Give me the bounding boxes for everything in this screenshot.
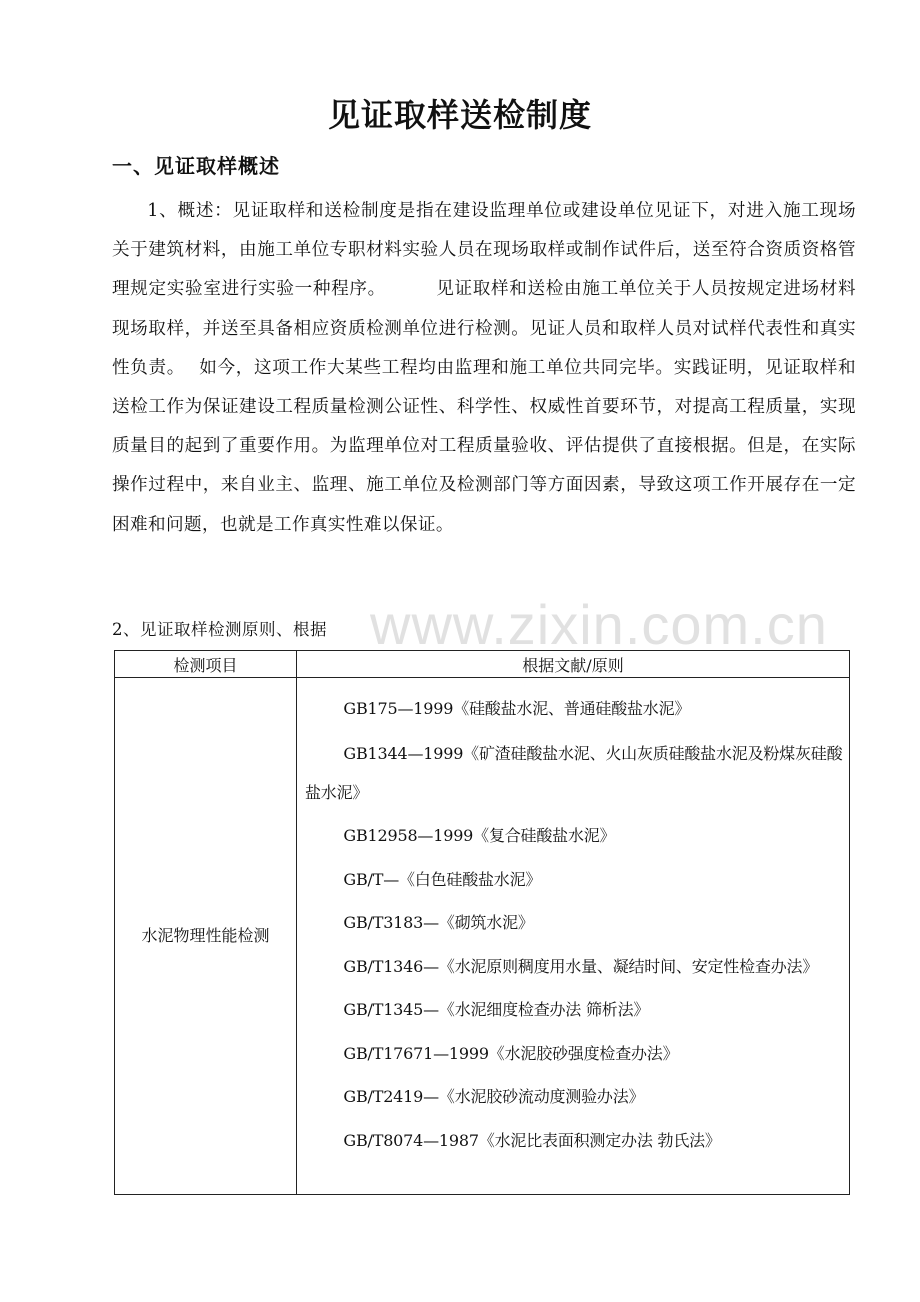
standard-entry: GB/T8074—1987《水泥比表面积测定办法 勃氏法》 xyxy=(343,1130,721,1150)
section-heading-overview: 一、见证取样概述 xyxy=(112,154,280,178)
table-header-row xyxy=(115,651,850,678)
standard-entry: GB/T17671—1999《水泥胶砂强度检查办法》 xyxy=(343,1043,679,1063)
header-basis: 根据文献/原则 xyxy=(297,651,850,678)
standard-entry: GB/T1345—《水泥细度检查办法 筛析法》 xyxy=(343,1000,650,1019)
watermark: www.zixin.com.cn xyxy=(370,593,828,656)
standard-entry: GB/T—《白色硅酸盐水泥》 xyxy=(343,869,542,889)
table-row xyxy=(115,678,850,1195)
overview-paragraph xyxy=(112,192,856,545)
standards-cell xyxy=(297,678,850,1195)
page-title: 见证取样送检制度 xyxy=(327,96,592,134)
standard-entry: GB1344—1999《矿渣硅酸盐水泥、火山灰质硅酸盐水泥及粉煤灰硅酸盐水泥》 xyxy=(305,743,843,802)
subheading-principles: 2、见证取样检测原则、根据 xyxy=(112,620,327,639)
standard-entry: GB/T3183—《砌筑水泥》 xyxy=(343,913,534,932)
overview-paragraph-part3: 如今，这项工作大某些工程均由监理和施工单位共同完毕。实践证明，见证取样和送检工作为保证建设工程质量检测公证性、科学性、权威性首要环节，对提高工程质量，实现质量目的起到了重要作用。为监理单位对工程质量验收、评估提供了直接根据。但是，在实际操作过程中，来自业主、监理、施工单位及检测部门等方面因素，导致这项工作开展存在一定困难和问题，也就是工作真实性难以保证。 xyxy=(112,357,856,535)
standard-entry: GB12958—1999《复合硅酸盐水泥》 xyxy=(343,826,616,845)
standard-entry: GB/T1346—《水泥原则稠度用水量、凝结时间、安定性检查办法》 xyxy=(343,956,819,976)
overview-paragraph-part2: 见证取样和送检由施工单位关于人员按规定进场材料现场取样，并送至具备相应资质检测单位进行检测。见证人员和取样人员对试样代表性和真实性负责。 xyxy=(112,279,856,378)
standard-entry: GB175—1999《硅酸盐水泥、普通硅酸盐水泥》 xyxy=(343,699,691,718)
test-item-cell: 水泥物理性能检测 xyxy=(115,678,297,1195)
overview-paragraph-part1: 1、概述：见证取样和送检制度是指在建设监理单位或建设单位见证下，对进入施工现场关于建筑材料，由施工单位专职材料实验人员在现场取样或制作试件后，送至符合资质资格管理规定实验室进行实验一种程序。 xyxy=(112,201,856,300)
standards-table xyxy=(114,650,850,1195)
standard-entry: GB/T2419—《水泥胶砂流动度测验办法》 xyxy=(343,1087,645,1106)
header-item: 检测项目 xyxy=(115,651,297,678)
